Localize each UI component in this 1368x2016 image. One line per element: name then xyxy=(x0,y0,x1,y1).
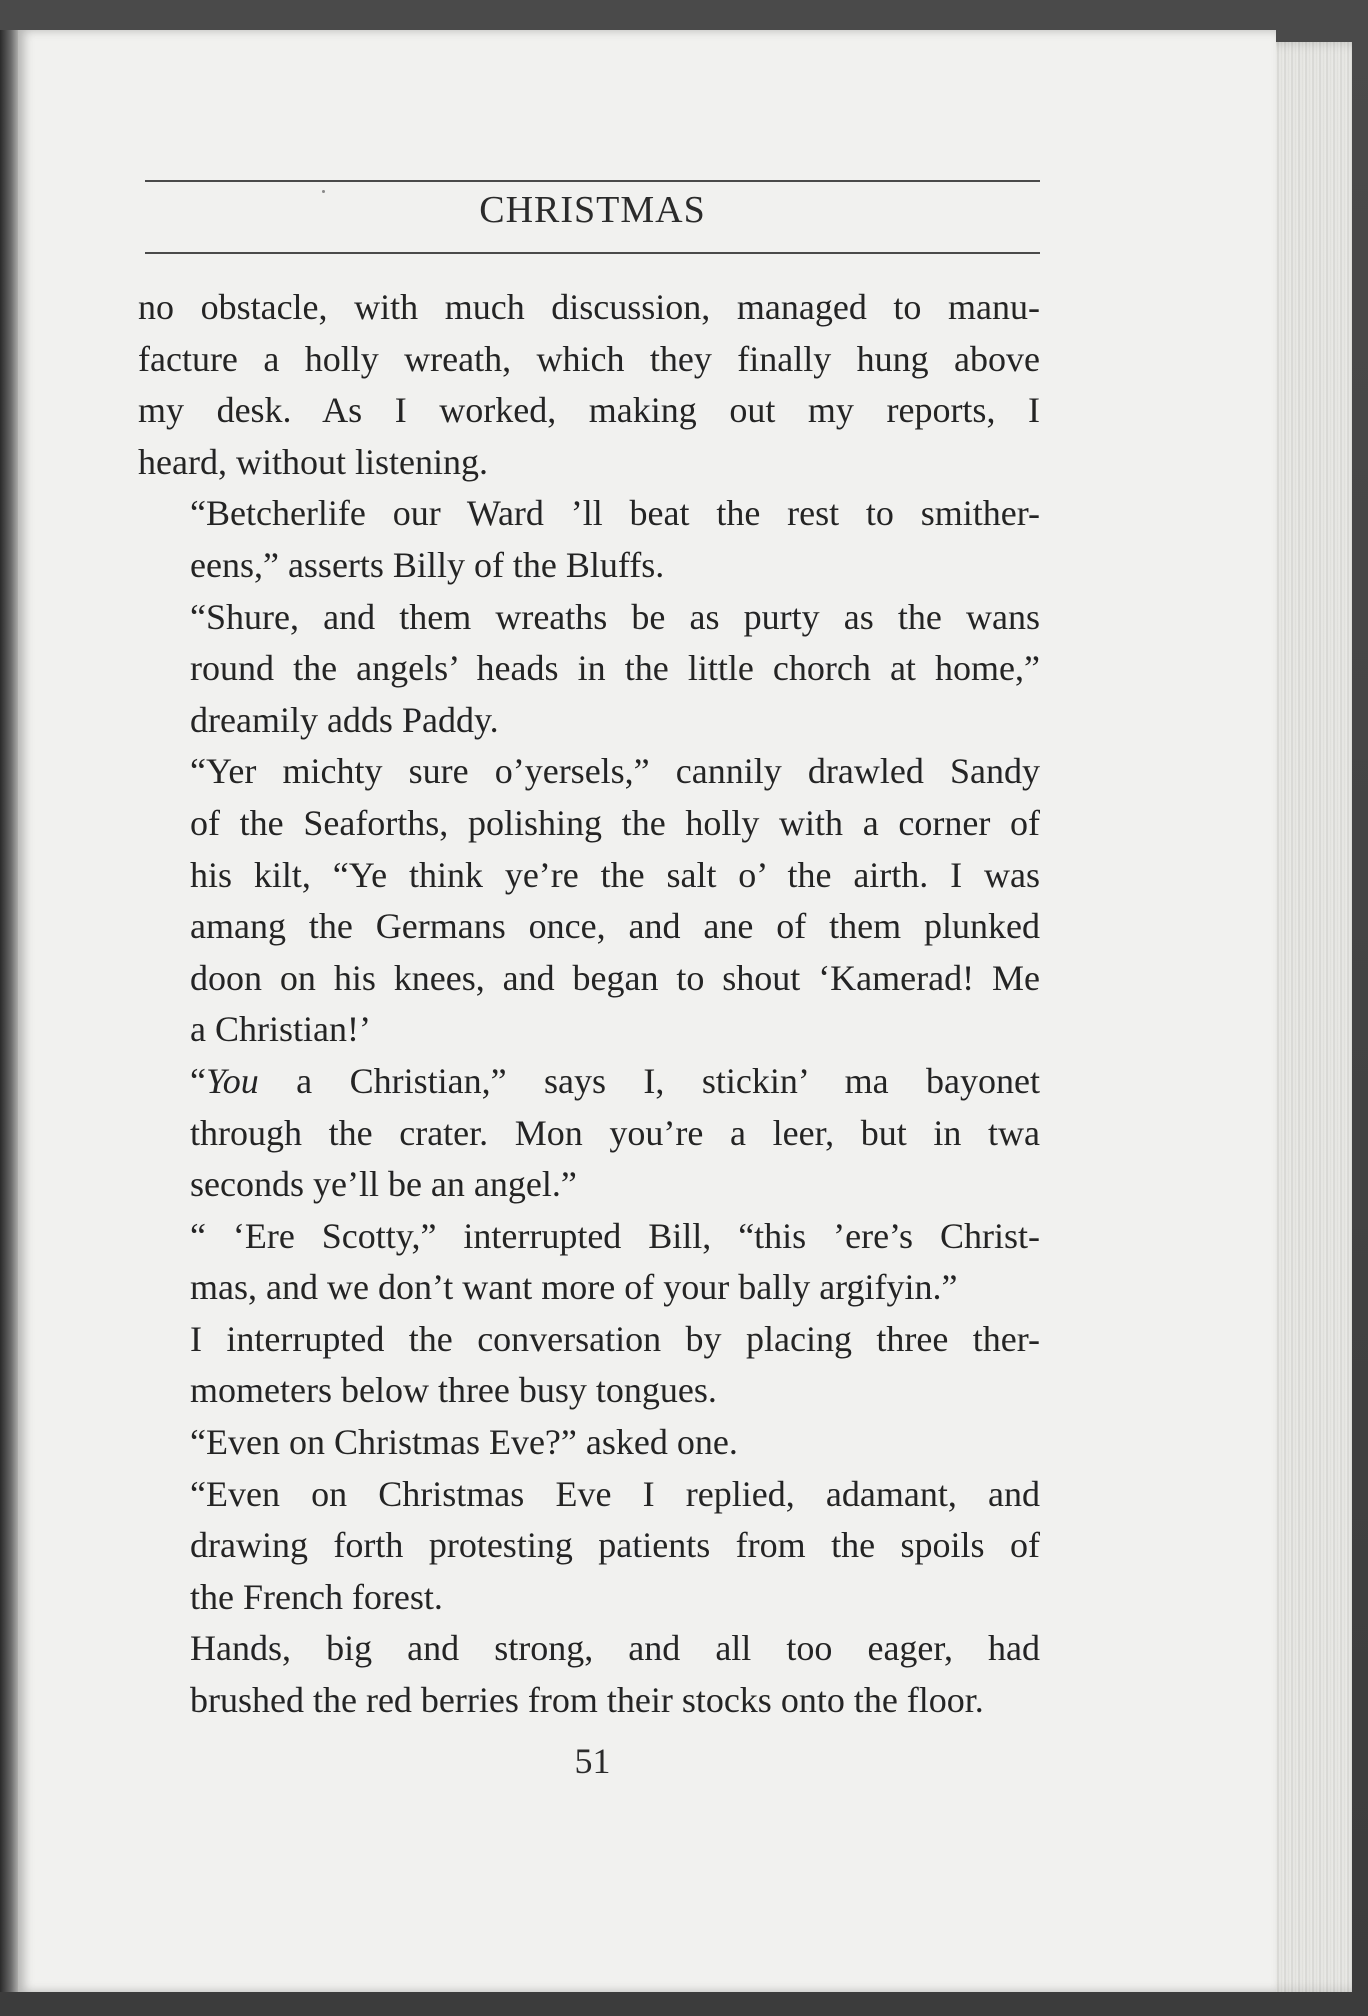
text-line: dreamily adds Paddy. xyxy=(190,699,499,740)
body-text xyxy=(138,282,1040,1727)
paragraph xyxy=(138,282,1040,488)
paragraph xyxy=(138,1314,1040,1417)
text-line: mas, and we don’t want more of your bally argifyin.” xyxy=(190,1267,958,1308)
text-line: “ ‘Ere Scotty,” interrupted Bill, “this ’ere’s Christ- xyxy=(190,1215,1040,1256)
text-line: “Betcherlife our Ward ’ll beat the rest to smither- xyxy=(190,493,1040,534)
text-line: mometers below three busy tongues. xyxy=(190,1370,717,1411)
text-line: the French forest. xyxy=(190,1576,443,1617)
text-line: Hands, big and strong, and all too eager, had xyxy=(190,1628,1040,1669)
text-line: “Shure, and them wreaths be as purty as the wans xyxy=(190,596,1040,637)
text-line: doon on his knees, and began to shout ‘Kamerad! Me xyxy=(190,957,1040,998)
paragraph xyxy=(138,1056,1040,1211)
paragraph xyxy=(138,746,1040,1056)
text-line: a Christian!’ xyxy=(190,1009,371,1050)
text-line: facture a holly wreath, which they finally hung above xyxy=(138,338,1040,379)
text-line: “Even on Christmas Eve?” asked one. xyxy=(190,1422,738,1463)
text-line: eens,” asserts Billy of the Bluffs. xyxy=(190,544,665,585)
paragraph xyxy=(138,1211,1040,1314)
text-line: my desk. As I worked, making out my reports, I xyxy=(138,390,1040,431)
text-line: heard, without listening. xyxy=(138,441,488,482)
paragraph xyxy=(138,1417,1040,1469)
text-line: “You a Christian,” says I, stickin’ ma bayonet xyxy=(190,1060,1040,1101)
text-line: of the Seaforths, polishing the holly with a corner of xyxy=(190,802,1040,843)
text-line: his kilt, “Ye think ye’re the salt o’ the airth. I was xyxy=(190,854,1040,895)
paragraph xyxy=(138,1623,1040,1726)
text-line: drawing forth protesting patients from the spoils of xyxy=(190,1525,1040,1566)
page-number: 51 xyxy=(574,1741,611,1781)
text-line: “Yer michty sure o’yersels,” cannily drawled Sandy xyxy=(190,751,1040,792)
header-rule-top xyxy=(145,180,1040,182)
text-line: seconds ye’ll be an angel.” xyxy=(190,1164,577,1205)
text-line: no obstacle, with much discussion, managed to manu- xyxy=(138,287,1040,327)
text-line: I interrupted the conversation by placing three ther- xyxy=(190,1318,1040,1359)
text-line: through the crater. Mon you’re a leer, but in twa xyxy=(190,1112,1040,1153)
paragraph xyxy=(138,592,1040,747)
paragraph xyxy=(138,1469,1040,1624)
text-line: brushed the red berries from their stocks onto the floor. xyxy=(190,1680,984,1721)
paragraph xyxy=(138,488,1040,591)
text-line: “Even on Christmas Eve I replied, adamant, and xyxy=(190,1473,1040,1514)
ink-speck xyxy=(322,190,325,193)
text-line: round the angels’ heads in the little chorch at home,” xyxy=(190,648,1040,689)
running-head: CHRISTMAS xyxy=(479,189,706,231)
text-line: amang the Germans once, and ane of them plunked xyxy=(190,906,1040,947)
header-rule-bottom xyxy=(145,252,1040,254)
